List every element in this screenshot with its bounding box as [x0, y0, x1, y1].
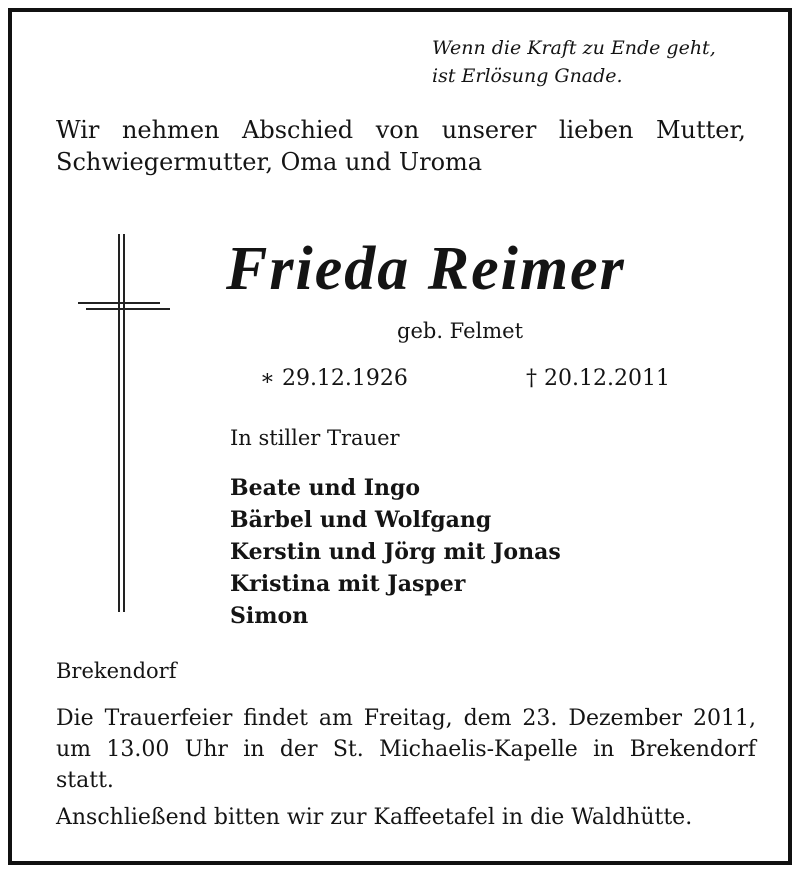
service-word: Uhr [184, 737, 228, 762]
service-info [56, 703, 756, 796]
service-line-1 [56, 703, 756, 734]
death-date: † 20.12.2011 [526, 366, 670, 391]
intro-word: von [375, 116, 420, 144]
intro-word: Mutter, [655, 116, 746, 144]
intro-word: Wir [56, 116, 100, 144]
service-line-3: statt. [56, 768, 114, 793]
mourning-label: In stiller Trauer [230, 426, 400, 450]
service-word: Michaelis-Kapelle [379, 737, 578, 762]
service-word: 13.00 [106, 737, 170, 762]
family-member: Kristina mit Jasper [230, 571, 466, 597]
service-word: am [318, 706, 353, 731]
intro-line-2: Schwiegermutter, Oma und Uroma [56, 148, 483, 176]
birth-date: ∗ 29.12.1926 [260, 366, 408, 391]
service-word: Brekendorf [629, 737, 756, 762]
family-member: Bärbel und Wolfgang [230, 507, 492, 533]
place-name: Brekendorf [56, 659, 177, 683]
motto-line-2: ist Erlösung Gnade. [432, 65, 623, 87]
service-word: 2011, [692, 706, 756, 731]
obituary-frame [8, 8, 792, 865]
service-word: der [279, 737, 318, 762]
service-word: in [243, 737, 265, 762]
service-word: Trauerfeier [104, 706, 233, 731]
intro-text [56, 114, 746, 178]
intro-line-1 [56, 114, 746, 146]
service-word: um [56, 737, 92, 762]
service-word: in [593, 737, 615, 762]
service-word: Dezember [568, 706, 683, 731]
service-word: Freitag, [363, 706, 453, 731]
service-line-2 [56, 734, 756, 765]
maiden-name: geb. Felmet [397, 319, 524, 343]
intro-word: nehmen [121, 116, 220, 144]
service-word: Die [56, 706, 94, 731]
family-list [230, 472, 561, 632]
family-member: Kerstin und Jörg mit Jonas [230, 539, 561, 565]
intro-word: lieben [558, 116, 634, 144]
service-word: dem [463, 706, 512, 731]
motto-quote [432, 34, 716, 90]
service-word: 23. [522, 706, 558, 731]
service-word: St. [332, 737, 364, 762]
deceased-name: Frieda Reimer [226, 235, 626, 303]
family-member: Beate und Ingo [230, 475, 421, 501]
intro-word: unserer [441, 116, 537, 144]
coffee-note: Anschließend bitten wir zur Kaffeetafel in die Waldhütte. [56, 805, 693, 830]
family-member: Simon [230, 603, 309, 629]
motto-line-1: Wenn die Kraft zu Ende geht, [432, 37, 716, 59]
intro-word: Abschied [242, 116, 354, 144]
service-word: findet [243, 706, 309, 731]
